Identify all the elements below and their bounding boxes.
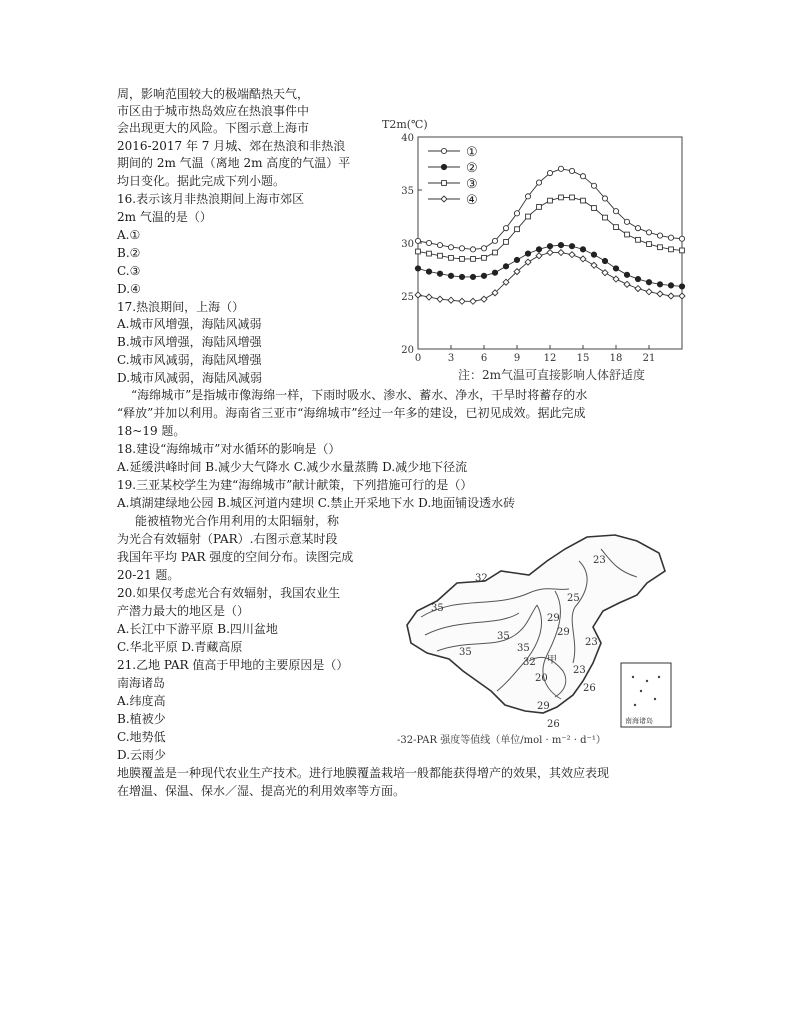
series-④	[415, 250, 685, 305]
data-point	[558, 250, 564, 256]
data-point	[592, 206, 597, 211]
text-line: D.云雨少	[117, 748, 167, 762]
data-point	[581, 198, 586, 203]
series-line	[418, 169, 682, 250]
map-caption: -32-PAR 强度等值线（单位/mol · m⁻² · d⁻¹）	[397, 735, 606, 746]
data-point	[448, 245, 453, 250]
text-line: C.③	[117, 264, 141, 278]
data-point	[657, 233, 662, 238]
x-tick-label: 6	[480, 353, 488, 364]
text-line: D.④	[117, 282, 141, 296]
x-tick-label: 15	[576, 353, 590, 364]
data-point	[646, 280, 651, 285]
contour-label: 29	[557, 627, 570, 638]
data-point	[680, 248, 685, 253]
data-point	[492, 270, 497, 275]
data-point	[426, 269, 431, 274]
data-point	[437, 271, 442, 276]
data-point	[635, 226, 640, 231]
text-line: 期间的 2m 气温（离地 2m 高度的气温）平	[117, 156, 351, 170]
x-tick-label: 18	[609, 353, 623, 364]
data-point	[569, 168, 574, 173]
contour-label: 23	[593, 555, 606, 566]
data-point	[481, 296, 487, 302]
text-line: A.延缓洪峰时间 B.减少大气降水 C.减少水量蒸腾 D.减少地下径流	[117, 460, 468, 474]
data-point	[525, 194, 530, 199]
text-line: 20.如果仅考虑光合有效辐射，我国农业生	[117, 586, 341, 600]
text-line: A.城市风增强，海陆风减弱	[117, 317, 262, 331]
text-line: 在增温、保温、保水／湿、提高光的利用效率等方面。	[117, 784, 406, 798]
y-tick-label: 20	[401, 345, 414, 356]
data-point	[442, 181, 447, 186]
text-line: A.填湖建绿地公园 B.城区河道内建坝 C.禁止开采地下水 D.地面铺设透水砖	[117, 496, 516, 510]
data-point	[591, 252, 596, 257]
contour-label: 20	[535, 673, 548, 684]
data-point	[427, 251, 432, 256]
text-line: 18.建设“海绵城市”对水循环的影响是（）	[117, 442, 341, 456]
legend-label: ④	[466, 193, 478, 208]
text-line: 周，影响范围较大的极端酷热天气，	[117, 87, 310, 101]
data-point	[602, 196, 607, 201]
data-point	[613, 209, 618, 214]
text-line: “海绵城市”是指城市像海绵一样，下雨时吸水、渗水、蓄水、净水，干旱时将蓄存的水	[131, 388, 588, 402]
chart-ticks	[401, 133, 655, 364]
data-point	[646, 230, 651, 235]
data-point	[614, 225, 619, 230]
data-point	[613, 276, 619, 282]
text-line: B.植被少	[117, 712, 166, 726]
data-point	[602, 258, 607, 263]
data-point	[459, 246, 464, 251]
contour-label: 26	[547, 719, 560, 730]
chart-legend	[428, 145, 478, 208]
text-line: 会出现更大的风险。下图示意上海市	[117, 121, 310, 135]
data-point	[482, 255, 487, 260]
data-point	[460, 257, 465, 262]
data-point	[603, 215, 608, 220]
data-point	[668, 235, 673, 240]
contour-label: 29	[537, 701, 550, 712]
data-point	[481, 246, 486, 251]
data-point	[503, 264, 508, 269]
data-point	[536, 180, 541, 185]
data-point	[547, 250, 553, 256]
text-line: 能被植物光合作用利用的太阳辐射，称	[135, 514, 340, 528]
data-point	[514, 211, 519, 216]
data-point	[415, 292, 421, 298]
data-point	[416, 249, 421, 254]
contour-label: 甲	[547, 655, 557, 666]
data-point	[668, 293, 674, 299]
contour-label: 35	[497, 631, 510, 642]
text-line: C.城市风减弱，海陆风增强	[117, 353, 262, 367]
data-point	[415, 238, 420, 243]
text-line: 16.表示该月非热浪期间上海市郊区	[117, 192, 305, 206]
text-line: 2016-2017 年 7 月城、郊在热浪和非热浪	[117, 139, 346, 153]
text-line: 17.热浪期间，上海（）	[117, 300, 245, 314]
data-point	[459, 298, 465, 304]
data-point	[635, 276, 640, 281]
data-point	[602, 270, 608, 276]
data-point	[547, 244, 552, 249]
text-line: C.华北平原 D.青藏高原	[117, 640, 243, 654]
data-point	[448, 297, 454, 303]
text-line: 产潜力最大的地区是（）	[117, 604, 250, 618]
y-tick-label: 30	[401, 239, 414, 250]
data-point	[441, 196, 447, 202]
data-point	[493, 250, 498, 255]
data-point	[437, 296, 443, 302]
data-point	[636, 237, 641, 242]
data-point	[470, 274, 475, 279]
text-line: 为光合有效辐射（PAR）.右图示意某时段	[117, 532, 338, 546]
data-point	[570, 195, 575, 200]
data-point	[526, 214, 531, 219]
data-point	[624, 281, 630, 287]
data-point	[536, 247, 541, 252]
text-line: 市区由于城市热岛效应在热浪事件中	[117, 104, 310, 118]
text-line: D.城市风减弱，海陆风减弱	[117, 371, 263, 385]
data-point	[569, 244, 574, 249]
data-point	[470, 247, 475, 252]
contour-label: 23	[573, 665, 586, 676]
data-point	[624, 219, 629, 224]
data-point	[437, 243, 442, 248]
text-line: A.长江中下游平原 B.四川盆地	[117, 622, 278, 636]
data-point	[448, 273, 453, 278]
data-point	[441, 148, 446, 153]
data-point	[426, 240, 431, 245]
data-point	[668, 283, 673, 288]
par-map	[397, 531, 687, 751]
data-point	[580, 174, 585, 179]
text-line: A.①	[117, 228, 141, 242]
y-tick-label: 25	[401, 292, 414, 303]
data-point	[658, 245, 663, 250]
x-tick-label: 9	[513, 353, 521, 364]
data-point	[537, 205, 542, 210]
data-point	[415, 266, 420, 271]
data-point	[504, 240, 509, 245]
chart-series	[415, 166, 685, 304]
legend-label: ③	[466, 177, 478, 192]
text-line: 19.三亚某校学生为建“海绵城市”献计献策，下列措施可行的是（）	[117, 478, 473, 492]
series-①	[415, 166, 684, 252]
data-point	[646, 289, 652, 295]
temperature-chart	[368, 104, 688, 396]
data-point	[558, 166, 563, 171]
plot-frame	[418, 137, 682, 349]
data-point	[679, 293, 685, 299]
data-point	[559, 195, 564, 200]
text-line: 18~19 题。	[117, 424, 186, 438]
data-point	[492, 238, 497, 243]
data-point	[569, 252, 575, 258]
data-point	[536, 253, 542, 259]
inset-label: 南海诸岛	[625, 717, 653, 725]
data-point	[679, 236, 684, 241]
chart-ylabel: T2m(℃)	[382, 118, 428, 131]
y-tick-label: 40	[401, 133, 414, 144]
data-point	[679, 284, 684, 289]
contour-label: 35	[459, 647, 472, 658]
data-point	[548, 198, 553, 203]
x-tick-label: 21	[642, 353, 656, 364]
contour-label: 32	[475, 573, 488, 584]
data-point	[515, 227, 520, 232]
contour-label: 25	[567, 593, 580, 604]
data-point	[426, 294, 432, 300]
text-line: 21.乙地 PAR 值高于甲地的主要原因是（）	[117, 658, 349, 672]
data-point	[525, 251, 530, 256]
data-point	[613, 266, 618, 271]
data-point	[635, 286, 641, 292]
data-point	[624, 272, 629, 277]
text-line: “释放”并加以利用。海南省三亚市“海绵城市”经过一年多的建设，已初见成效。据此完成	[117, 406, 586, 420]
text-line: 均日变化。据此完成下列小题。	[117, 174, 286, 188]
text-line: 南海诸岛	[117, 676, 166, 690]
data-point	[625, 232, 630, 237]
legend-label: ①	[466, 145, 478, 160]
text-line: B.城市风增强，海陆风增强	[117, 335, 262, 349]
data-point	[647, 242, 652, 247]
x-tick-label: 3	[447, 353, 455, 364]
data-point	[459, 274, 464, 279]
contour-label: 26	[583, 683, 596, 694]
data-point	[657, 282, 662, 287]
text-line: 我国年平均 PAR 强度的空间分布。读图完成	[117, 550, 354, 564]
data-point	[470, 298, 476, 304]
text-line: 20-21 题。	[117, 568, 180, 582]
data-point	[558, 243, 563, 248]
contour-label: 29	[547, 613, 560, 624]
data-point	[591, 183, 596, 188]
data-point	[441, 164, 446, 169]
data-point	[503, 226, 508, 231]
text-line: 地膜覆盖是一种现代农业生产技术。进行地膜覆盖栽培一般都能获得增产的效果，其效应表现	[117, 766, 610, 780]
data-point	[449, 255, 454, 260]
data-point	[471, 257, 476, 262]
x-tick-label: 12	[543, 353, 557, 364]
contour-label: 35	[431, 603, 444, 614]
contour-label: 35	[517, 643, 530, 654]
y-tick-label: 35	[401, 186, 414, 197]
data-point	[438, 253, 443, 258]
text-line: 2m 气温的是（）	[117, 210, 212, 224]
data-point	[591, 262, 597, 268]
contour-label: 32	[523, 657, 536, 668]
text-line: C.地势低	[117, 730, 166, 744]
data-point	[580, 247, 585, 252]
data-point	[547, 170, 552, 175]
legend-label: ②	[466, 161, 478, 176]
text-line: A.纬度高	[117, 694, 166, 708]
data-point	[481, 273, 486, 278]
chart-note: 注：2m气温可直接影响人体舒适度	[458, 368, 646, 382]
x-tick-label: 0	[414, 353, 422, 364]
data-point	[514, 257, 519, 262]
text-line: B.②	[117, 246, 141, 260]
contour-label: 23	[585, 637, 598, 648]
data-point	[580, 256, 586, 262]
data-point	[657, 291, 663, 297]
data-point	[669, 247, 674, 252]
